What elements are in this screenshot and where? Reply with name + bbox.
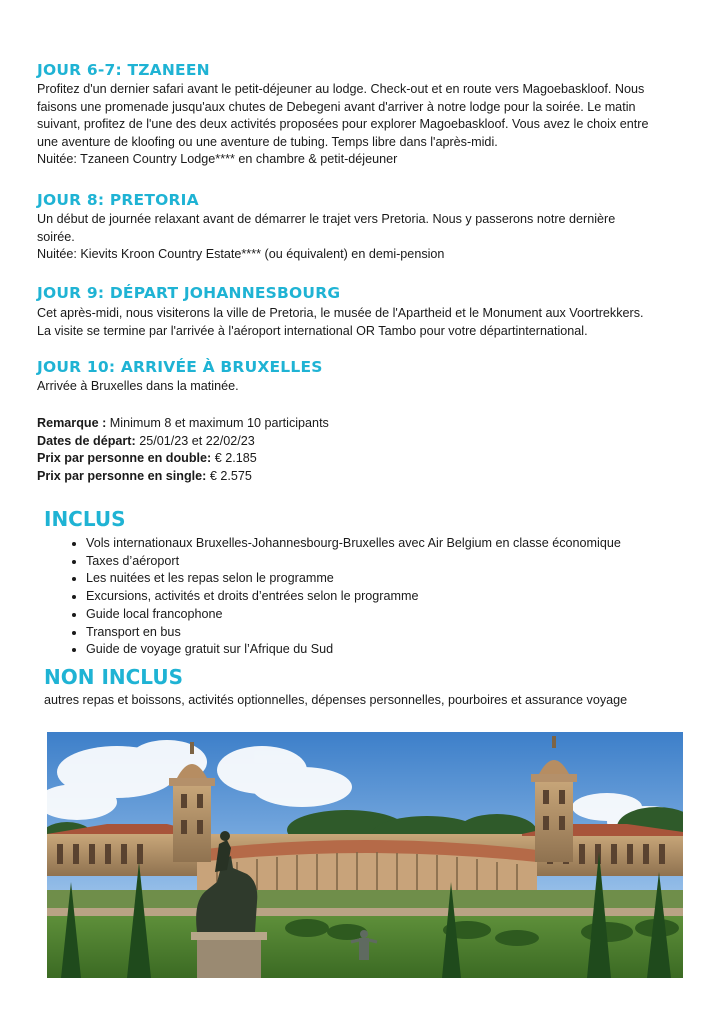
day-9-heading: JOUR 9: DÉPART JOHANNESBOURG	[37, 284, 341, 302]
not-included-heading: NON INCLUS	[44, 665, 183, 689]
double-price-value: € 2.185	[214, 451, 257, 466]
text-line: une aventure de kloofing ou une aventure de tubing. Temps libre dans l'après-midi.	[37, 134, 498, 149]
dates-row	[37, 433, 691, 451]
text-line: faisons une promenade jusqu'aux chutes de Debegeni avant d'arriver à notre lodge pour la soirée. Le matin	[37, 99, 636, 114]
day-8-heading: JOUR 8: PRETORIA	[37, 191, 199, 209]
text-line: Un début de journée relaxant avant de démarrer le trajet vers Pretoria. Nous y passerons notre dernière	[37, 212, 616, 226]
list-item: • Vols internationaux Bruxelles-Johannesbourg-Bruxelles avec Air Belgium en classe économique	[86, 535, 706, 553]
text-line: soirée.	[37, 229, 75, 244]
list-item: • Taxes d’aéroport	[86, 553, 706, 571]
text-line: Nuitée: Tzaneen Country Lodge**** en chambre & petit-déjeuner	[37, 152, 398, 167]
day-6-7-heading: JOUR 6-7: TZANEEN	[37, 61, 210, 79]
remark-row	[37, 415, 691, 433]
text-line: Arrivée à Bruxelles dans la matinée.	[37, 379, 239, 393]
included-list	[66, 535, 706, 659]
single-price-label: Prix par personne en single:	[37, 468, 207, 483]
list-item: • Guide local francophone	[86, 606, 706, 624]
list-item: • Les nuitées et les repas selon le programme	[86, 570, 706, 588]
list-item: • Transport en bus	[86, 624, 706, 642]
union-buildings-photo	[47, 732, 683, 978]
not-included-text: autres repas et boissons, activités optionnelles, dépenses personnelles, pourboires et assurance voyage	[44, 693, 628, 707]
trip-facts	[37, 415, 691, 485]
day-9-text	[37, 305, 691, 340]
single-price-value: € 2.575	[209, 468, 252, 483]
remark-value: Minimum 8 et maximum 10 participants	[109, 416, 329, 430]
text-line: Nuitée: Kievits Kroon Country Estate**** (ou équivalent) en demi-pension	[37, 247, 445, 262]
single-price-row	[37, 468, 691, 486]
double-price-row	[37, 450, 691, 468]
day-10-text	[37, 378, 691, 396]
double-price-label: Prix par personne en double:	[37, 451, 212, 466]
text-line: Profitez d'un dernier safari avant le petit-déjeuner au lodge. Check-out et en route vers Magoebaskloof. Nous	[37, 82, 645, 96]
list-item: • Excursions, activités et droits d’entrées selon le programme	[86, 588, 706, 606]
day-10-heading: JOUR 10: ARRIVÉE À BRUXELLES	[37, 358, 323, 376]
dates-value: 25/01/23 et 22/02/23	[139, 433, 255, 448]
remark-label: Remarque :	[37, 416, 107, 430]
text-line: La visite se termine par l'arrivée à l'aéroport international OR Tambo pour votre départinternational.	[37, 323, 588, 338]
dates-label: Dates de départ:	[37, 433, 136, 448]
text-line: Cet après-midi, nous visiterons la ville de Pretoria, le musée de l'Apartheid et le Monument aux Voortrekkers.	[37, 306, 644, 320]
day-6-7-text	[37, 81, 691, 169]
list-item: • Guide de voyage gratuit sur l’Afrique du Sud	[86, 641, 706, 659]
text-line: suivant, profitez de l'une des deux activités proposées pour explorer Magoebaskloof. Vous avez le choix entre	[37, 117, 649, 132]
included-heading: INCLUS	[44, 507, 126, 531]
day-8-text	[37, 211, 691, 264]
